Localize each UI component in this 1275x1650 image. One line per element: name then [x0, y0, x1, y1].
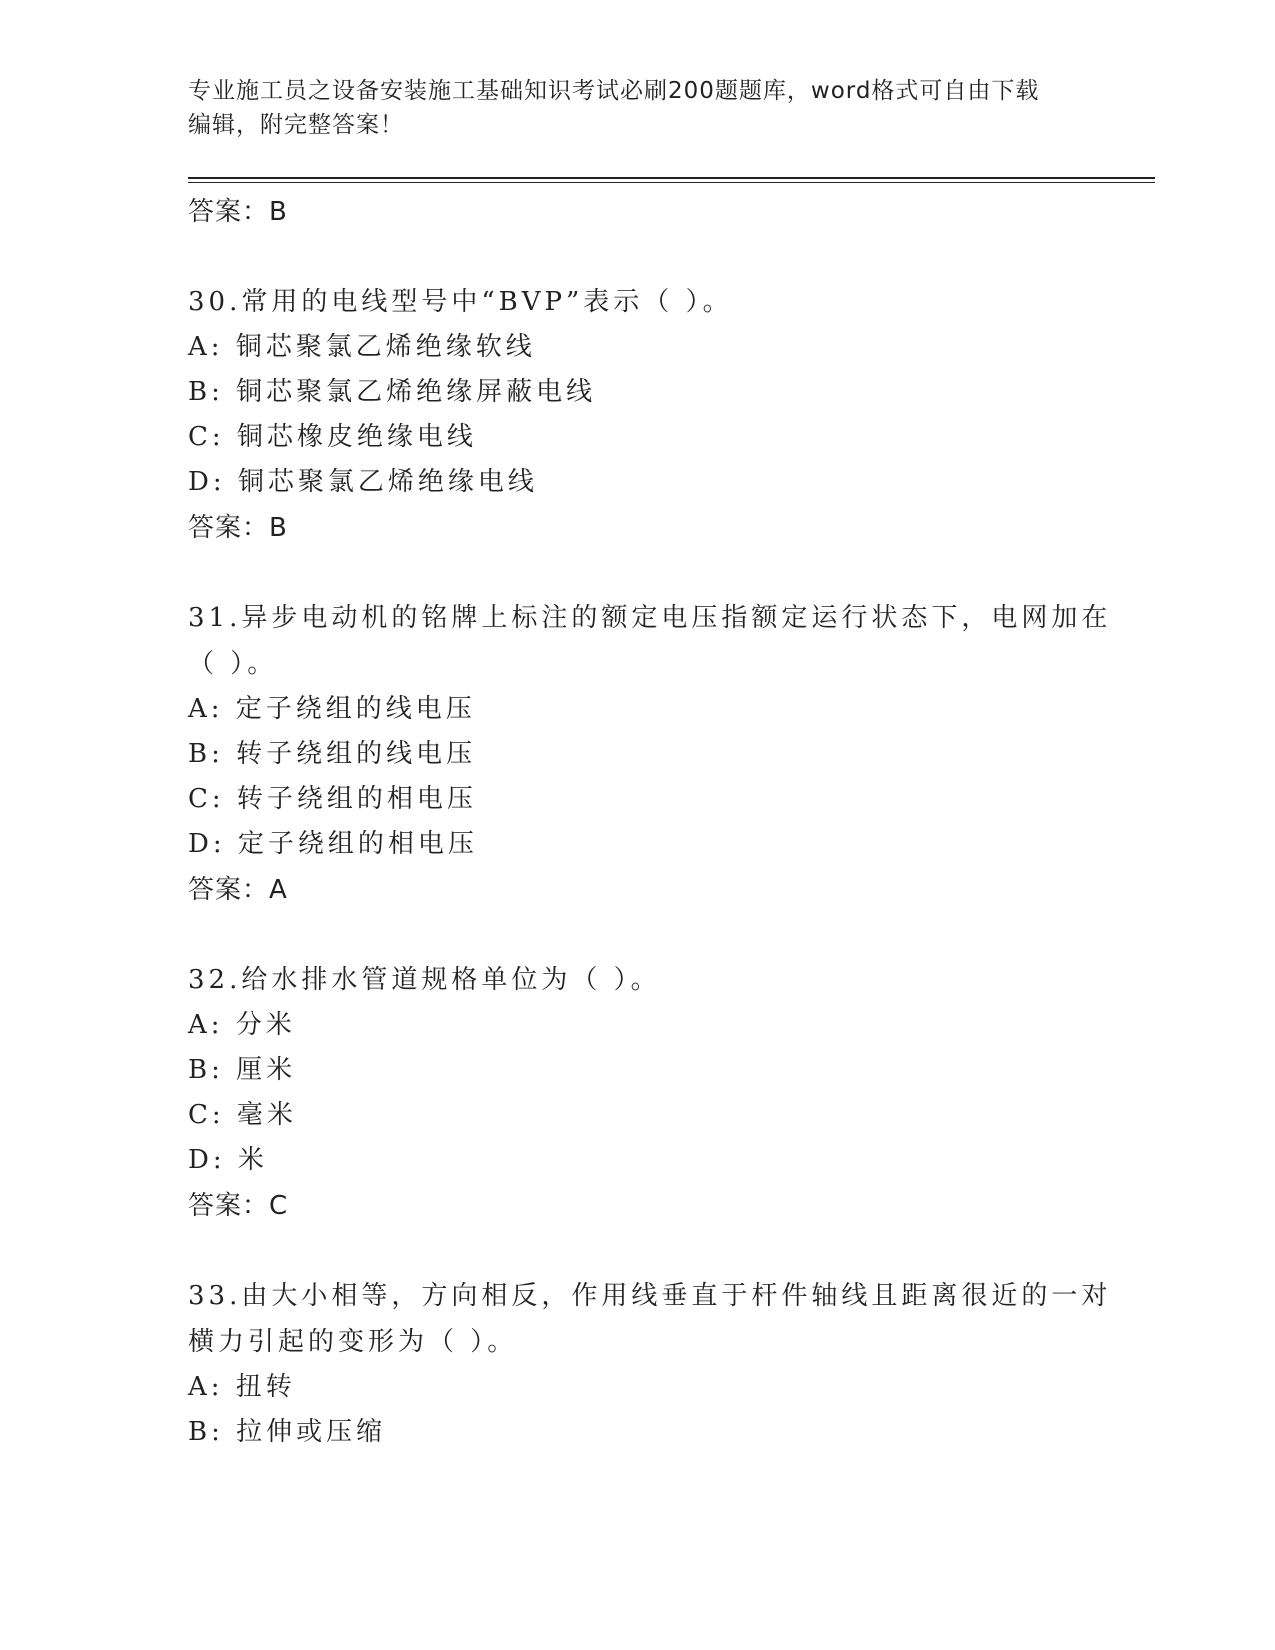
question-30: [188, 279, 1088, 551]
option-d: D: 米: [188, 1145, 268, 1175]
question-31: [188, 595, 1112, 913]
option-c: C: 转子绕组的相电压: [188, 784, 477, 814]
option-a: A: 扭转: [188, 1372, 296, 1402]
option-d: D: 定子绕组的相电压: [188, 829, 478, 859]
header-line-1: 专业施工员之设备安装施工基础知识考试必刷200题题库，word格式可自由下载: [188, 78, 1040, 104]
question-text-continued: （ ）。: [188, 649, 278, 679]
header-line-2: 编辑，附完整答案！: [188, 112, 404, 138]
option-a: A: 铜芯聚氯乙烯绝缘软线: [188, 332, 536, 362]
document-header: [188, 74, 1078, 142]
question-33: [188, 1273, 1112, 1455]
answer: 答案：A: [188, 875, 288, 905]
header-rule-thin: [188, 182, 1155, 183]
option-b: B: 铜芯聚氯乙烯绝缘屏蔽电线: [188, 377, 597, 407]
header-rule-thick: [188, 177, 1155, 179]
answer: 答案：C: [188, 1191, 289, 1221]
question-text: 30.常用的电线型号中“BVP”表示（ ）。: [188, 287, 733, 317]
answer: 答案：B: [188, 513, 288, 543]
option-d: D: 铜芯聚氯乙烯绝缘电线: [188, 467, 538, 497]
option-a: A: 定子绕组的线电压: [188, 694, 476, 724]
option-c: C: 铜芯橡皮绝缘电线: [188, 422, 477, 452]
previous-answer: 答案：B: [188, 197, 288, 227]
option-a: A: 分米: [188, 1010, 296, 1040]
option-b: B: 厘米: [188, 1055, 297, 1085]
question-text: 32.给水排水管道规格单位为（ ）。: [188, 965, 661, 995]
question-text: 33.由大小相等，方向相反，作用线垂直于杆件轴线且距离很近的一对: [188, 1281, 1112, 1311]
option-c: C: 毫米: [188, 1100, 297, 1130]
option-b: B: 转子绕组的线电压: [188, 739, 477, 769]
question-list: [188, 189, 1112, 1455]
option-b: B: 拉伸或压缩: [188, 1417, 387, 1447]
question-text-continued: 横力引起的变形为（ ）。: [188, 1327, 518, 1357]
question-text: 31.异步电动机的铭牌上标注的额定电压指额定运行状态下，电网加在: [188, 603, 1112, 633]
question-32: [188, 957, 1088, 1229]
